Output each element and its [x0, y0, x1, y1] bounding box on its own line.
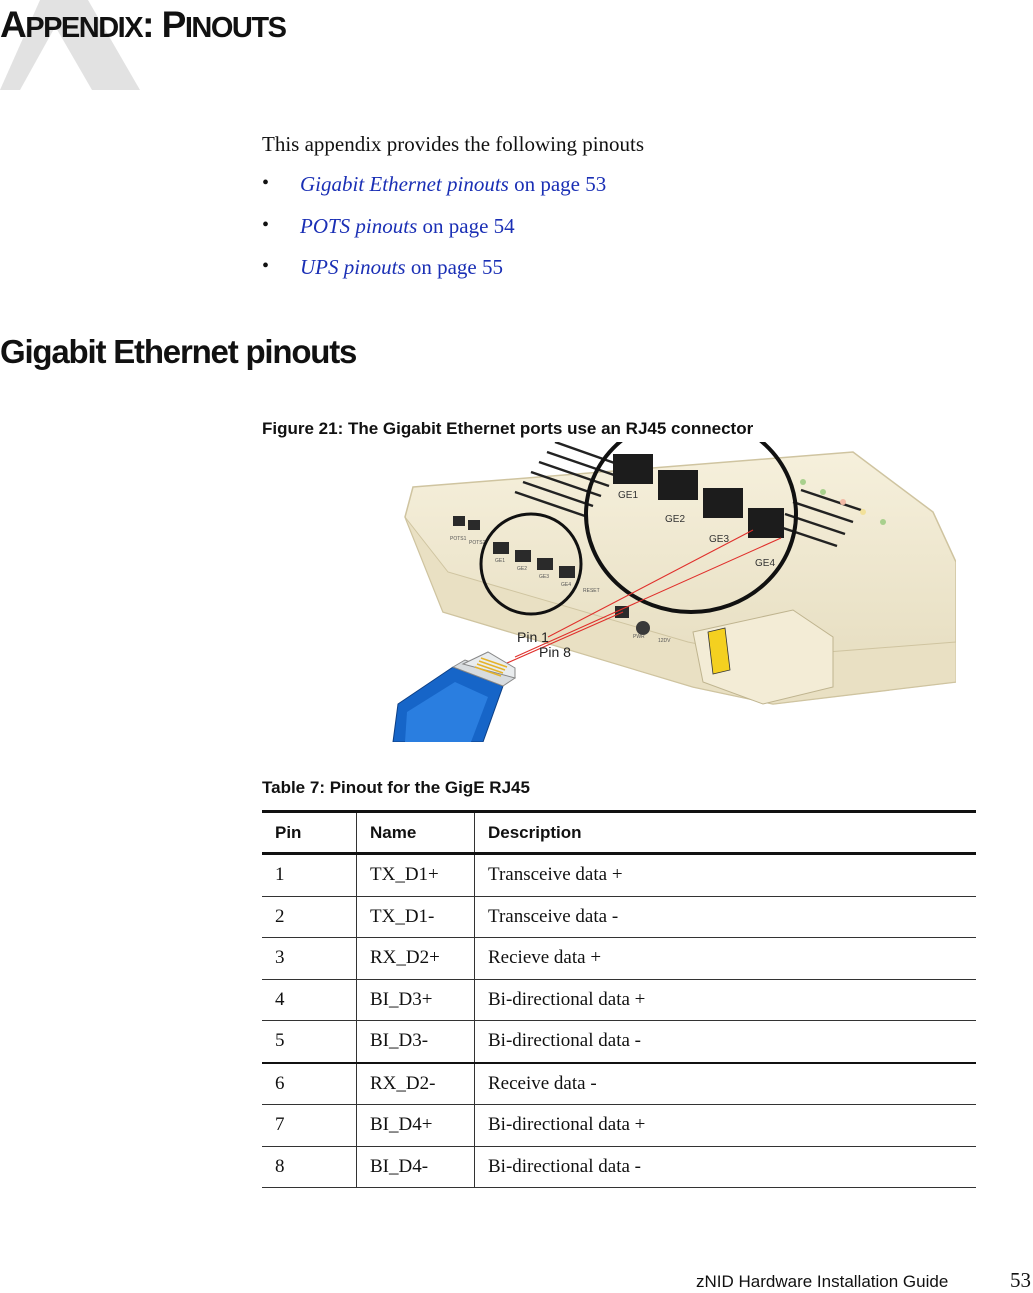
page-number: 53: [1010, 1268, 1031, 1292]
name-cell: BI_D4-: [357, 1146, 475, 1188]
description-cell: Bi-directional data +: [475, 979, 977, 1021]
name-cell: TX_D1+: [357, 854, 475, 897]
header-name: Name: [357, 812, 475, 854]
bullet-icon: •: [262, 213, 270, 236]
pin-cell: 1: [262, 854, 357, 897]
figure-caption: Figure 21: The Gigabit Ethernet ports use an RJ45 connector: [262, 419, 754, 438]
ge-port-label: GE4: [755, 558, 776, 569]
pin-cell: 8: [262, 1146, 357, 1188]
ge-port-label: GE2: [665, 514, 686, 525]
table-header-row: [262, 812, 976, 854]
table-row: [262, 896, 976, 938]
svg-text:GE3: GE3: [539, 574, 550, 580]
bullet-icon: •: [262, 255, 270, 277]
name-cell: BI_D3+: [357, 979, 475, 1021]
list-item: [262, 214, 606, 256]
rj45-plug: [393, 652, 515, 742]
pin-cell: 4: [262, 979, 357, 1021]
description-cell: Recieve data +: [475, 938, 977, 980]
svg-text:POTS1: POTS1: [450, 536, 467, 542]
svg-text:POTS2: POTS2: [469, 540, 486, 546]
description-cell: Receive data -: [475, 1063, 977, 1105]
svg-text:GE2: GE2: [517, 566, 528, 572]
table-caption: Table 7: Pinout for the GigE RJ45: [262, 778, 530, 797]
name-cell: RX_D2-: [357, 1063, 475, 1105]
description-cell: Transceive data +: [475, 854, 977, 897]
link-pots-pinouts[interactable]: POTS pinouts: [300, 213, 418, 238]
description-cell: Bi-directional data +: [475, 1105, 977, 1147]
name-cell: BI_D4+: [357, 1105, 475, 1147]
table-row: [262, 938, 976, 980]
rj45-device-figure: [293, 442, 956, 742]
name-cell: BI_D3-: [357, 1021, 475, 1063]
svg-text:GE1: GE1: [495, 558, 506, 564]
pin-cell: 2: [262, 896, 357, 938]
page-reference[interactable]: on page 53: [508, 172, 607, 196]
link-ups-pinouts[interactable]: UPS pinouts: [300, 255, 406, 279]
svg-text:RESET: RESET: [583, 588, 600, 594]
table-row: [262, 1146, 976, 1188]
list-item: [262, 255, 606, 297]
pin-cell: 5: [262, 1021, 357, 1063]
intro-text: This appendix provides the following pinouts: [262, 132, 645, 156]
footer-guide-title: zNID Hardware Installation Guide: [696, 1272, 949, 1291]
table-row: [262, 1021, 976, 1063]
pin-cell: 7: [262, 1105, 357, 1147]
page-reference[interactable]: on page 55: [405, 255, 503, 279]
pin-cell: 6: [262, 1063, 357, 1105]
chapter-title: APPENDIX: PINOUTS: [0, 4, 286, 45]
ge-port-label: GE3: [709, 534, 730, 545]
pin8-label: Pin 8: [539, 644, 571, 660]
pin1-label: Pin 1: [517, 629, 549, 645]
bullet-icon: •: [262, 172, 270, 194]
name-cell: TX_D1-: [357, 896, 475, 938]
ge-port-label: GE1: [618, 490, 639, 501]
description-cell: Bi-directional data -: [475, 1146, 977, 1188]
table-row: [262, 854, 976, 897]
description-cell: Transceive data -: [475, 896, 977, 938]
table-row: [262, 979, 976, 1021]
pinout-link-list: [262, 172, 606, 297]
section-title: Gigabit Ethernet pinouts: [0, 333, 357, 370]
name-cell: RX_D2+: [357, 938, 475, 980]
svg-text:GE4: GE4: [561, 582, 572, 588]
pinout-table: [262, 810, 976, 1188]
header-pin: Pin: [262, 812, 357, 854]
list-item: [262, 172, 606, 214]
table-row: [262, 1105, 976, 1147]
svg-text:PWR: PWR: [633, 634, 645, 640]
header-description: Description: [475, 812, 977, 854]
svg-text:12DV: 12DV: [658, 638, 671, 644]
description-cell: Bi-directional data -: [475, 1021, 977, 1063]
page-reference[interactable]: on page 54: [417, 213, 515, 238]
link-gigabit-ethernet-pinouts[interactable]: Gigabit Ethernet pinouts: [300, 172, 509, 196]
table-row: [262, 1063, 976, 1105]
pin-cell: 3: [262, 938, 357, 980]
